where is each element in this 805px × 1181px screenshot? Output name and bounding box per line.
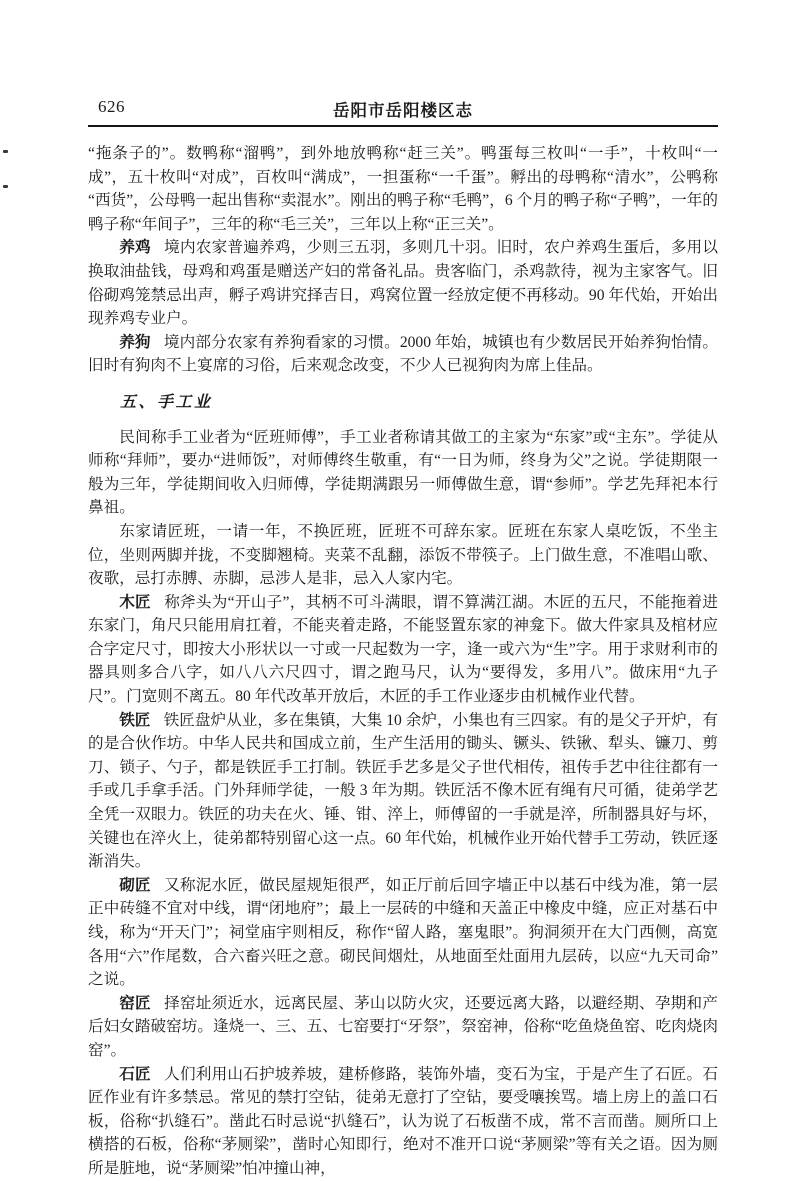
para-duck-naming (88, 142, 718, 236)
paragraph-text: 境内农家普遍养鸡，少则三五羽，多则几十羽。旧时，农户养鸡生蛋后，多用以换取油盐钱，母鸡和鸡蛋是赠送产妇的常备礼品。贵客临门，杀鸡款待，视为主家客气。旧俗砌鸡笼禁忌出声，孵子鸡讲究择吉日，鸡窝位置一经放定便不再移动。90 年代始，开始出现养鸡专业户。 (88, 239, 718, 328)
para-kiln-worker (88, 992, 718, 1063)
paragraph-label: 养狗 (119, 333, 151, 351)
para-craftsman-customs (88, 426, 718, 520)
paragraph-label: 木匠 (119, 593, 151, 611)
paragraph-text: 民间称手工业者为“匠班师傅”，手工业者称请其做工的主家为“东家”或“主东”。学徒从师称“拜师”，要办“进师饭”，对师傅终生敬重，有“一日为师，终身为父”之说。学徒期限一般为三年，学徒期间收入归师傅，学徒期满跟另一师傅做生意，谓“参师”。学艺先拜祀本行鼻祖。 (88, 428, 718, 517)
para-mason (88, 874, 718, 992)
paragraph-label: 养鸡 (119, 239, 151, 257)
page-body (88, 142, 718, 1181)
para-stonemason (88, 1063, 718, 1181)
page-header (88, 97, 718, 121)
paragraph-text: 境内部分农家有养狗看家的习惯。2000 年始，城镇也有少数居民开始养狗怡情。旧时有狗肉不上宴席的习俗，后来观念改变，不少人已视狗肉为席上佳品。 (88, 333, 718, 375)
paragraph-label: 窑匠 (119, 994, 151, 1012)
page-number: 626 (98, 97, 125, 116)
scan-artifact (3, 185, 8, 188)
header-rule (88, 125, 718, 127)
paragraph-text: “拖条子的”。数鸭称“溜鸭”，到外地放鸭称“赶三关”。鸭蛋每三枚叫“一手”，十枚叫“一成”，五十枚叫“对成”，百枚叫“满成”，一担蛋称“一千蛋”。孵出的母鸭称“清水”，公鸭称“西货”，公母鸭一起出售称“卖混水”。刚出的鸭子称“毛鸭”，6 个月的鸭子称“子鸭”，一年的鸭子称“年间子”，三年的称“毛三关”，三年以上称“正三关”。 (88, 145, 718, 233)
paragraph-text: 东家请匠班，一请一年，不换匠班，匠班不可辞东家。匠班在东家人桌吃饭，不坐主位，坐则两脚并拢，不变脚翘椅。夹菜不乱翻，添饭不带筷子。上门做生意，不准唱山歌、夜歌，忌打赤膊、赤脚，忌涉人是非，忌入人家内宅。 (88, 522, 718, 588)
para-dog-raising (88, 331, 718, 378)
paragraph-text: 人们利用山石护坡养坡，建桥修路，装饰外墙，变石为宝，于是产生了石匠。石匠作业有许多禁忌。常见的禁打空钻，徒弟无意打了空钻，要受嚷挨骂。墙上房上的盖口石板，俗称“扒缝石”。凿此石时忌说“扒缝石”，认为说了石板凿不成，常不言而凿。厕所口上横搭的石板，俗称“茅厕梁”，凿时心知即行，绝对不准开口说“茅厕梁”等有关之语。因为厕所是脏地，说“茅厕梁”怕冲撞山神， (88, 1065, 718, 1177)
paragraph-text: 铁匠盘炉从业，多在集镇，大集 10 余炉，小集也有三四家。有的是父子开炉，有的是合伙作坊。中华人民共和国成立前，生产生活用的锄头、镢头、铁锹、犁头、镰刀、剪刀、锁子、勺子，都是铁匠手工打制。铁匠手艺多是父子世代相传，祖传手艺中往往都有一手或几手拿手活。门外拜师学徒，一般 3 年为期。铁匠活不像木匠有绳有尺可循，徒弟学艺全凭一双眼力。铁匠的功夫在火、锤、钳、淬上，师傅留的一手就是淬，所制器具好与坏，关键也在淬火上，徒弟都特别留心这一点。60 年代始，机械作业开始代替手工劳动，铁匠逐渐消失。 (88, 711, 718, 871)
paragraph-label: 铁匠 (119, 711, 151, 729)
para-chicken-raising (88, 236, 718, 330)
para-blacksmith (88, 709, 718, 874)
para-employer-rules (88, 520, 718, 591)
paragraph-text: 称斧头为“开山子”，其柄不可斗满眼，谓不算满江湖。木匠的五尺，不能拖着进东家门，角尺只能用肩扛着，不能夹着走路，不能竖置东家的神龛下。做大件家具及棺材应合字定尺寸，即按大小形状以一寸或一尺起数为一字，逢一或六为“生”字。用于求财利市的器具则多合八字，如八八六尺四寸，谓之跑马尺，认为“要得发，多用八”。做床用“九子尺”。门宽则不离五。80 年代改革开放后，木匠的手工作业逐步由机械作业代替。 (88, 593, 718, 706)
scan-artifact (3, 150, 8, 153)
section-heading-handicrafts: 五、手工业 (120, 393, 213, 411)
paragraph-label: 石匠 (119, 1065, 151, 1083)
header-title: 岳阳市岳阳楼区志 (333, 102, 473, 120)
paragraph-text: 择窑址须近水，远离民屋、茅山以防火灾，还要远离大路，以避经期、孕期和产后妇女踏破窑坊。逢烧一、三、五、七窑要打“牙祭”，祭窑神，俗称“吃鱼烧鱼窑、吃肉烧肉窑”。 (88, 994, 718, 1059)
paragraph-label: 砌匠 (119, 876, 151, 894)
para-carpenter (88, 591, 718, 709)
paragraph-text: 又称泥水匠，做民屋规矩很严，如正厅前后回字墙正中以基石中线为准，第一层正中砖缝不宜对中线，谓“闭地府”；最上一层砖的中缝和天盖正中橡皮中缝，应正对基石中线，称为“开天门”；祠堂庙宇则相反，称作“留人路，塞鬼眼”。狗洞须开在大门西侧，高宽各用“六”作尾数，合六畜兴旺之意。砌民间烟灶，从地面至灶面用九层砖，以应“九天司命”之说。 (88, 876, 718, 989)
